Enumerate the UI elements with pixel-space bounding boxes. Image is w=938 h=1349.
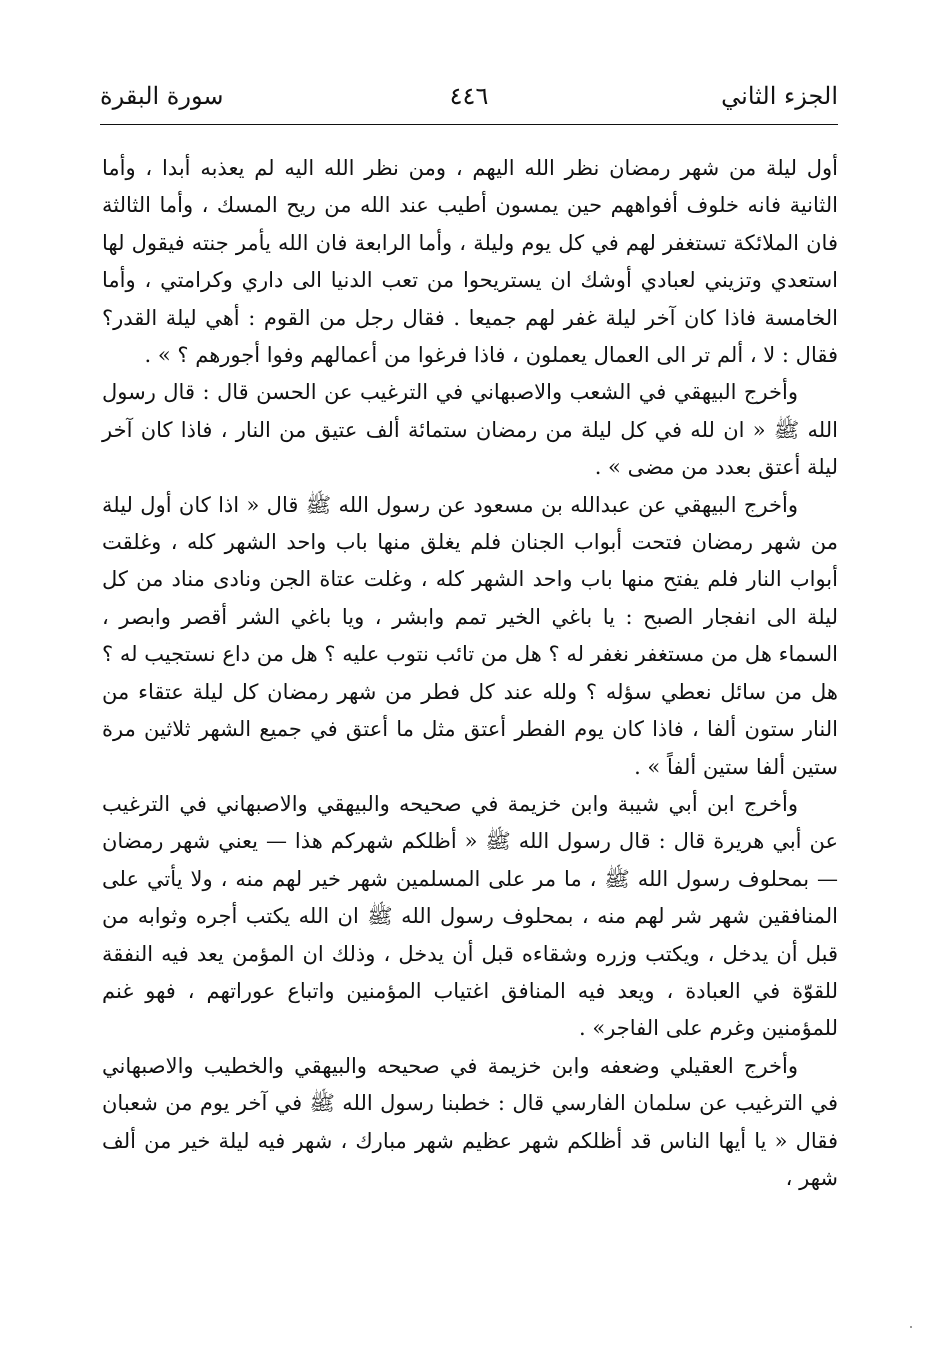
page-number: ٤٤٦ [449,82,489,110]
scan-speck [910,1326,912,1328]
page-body [102,150,838,1197]
paragraph: وأخرج البيهقي عن عبدالله بن مسعود عن رسول الله ﷺ قال « اذا كان أول ليلة من شهر رمضان فتحت أبواب الجنان فلم يغلق منها باب واحد الشهر كله ، وغلقت أبواب النار فلم يفتح منها باب واحد الشهر كله ، وغلت عتاة الجن ونادى مناد من كل ليلة الى انفجار الصبح : يا باغي الخير تمم وابشر ، ويا باغي الشر أقصر وابصر ، السماء هل من مستغفر نغفر له ؟ هل من تائب نتوب عليه ؟ هل من داع نستجيب له ؟ هل من سائل نعطي سؤله ؟ ولله عند كل فطر من شهر رمضان كل ليلة عتقاء من النار ستون ألفا ، فاذا كان يوم الفطر أعتق مثل ما أعتق في جميع الشهر ثلاثين مرة ستين ألفا ستين ألفاً » . [102,492,838,779]
header-rule [100,124,838,125]
surah-title: سورة البقرة [100,82,224,110]
paragraph: أول ليلة من شهر رمضان نظر الله اليهم ، ومن نظر الله اليه لم يعذبه أبدا ، وأما الثانية فانه خلوف أفواههم حين يمسون أطيب عند الله من ريح المسك ، وأما الثالثة فان الملائكة تستغفر لهم في كل يوم وليلة ، وأما الرابعة فان الله يأمر جنته فيقول لها استعدي وتزيني لعبادي أوشك ان يستريحوا من تعب الدنيا الى داري وكرامتي ، وأما الخامسة فاذا كان آخر ليلة غفر لهم جميعا . فقال رجل من القوم : أهي ليلة القدر؟ فقال : لا ، ألم تر الى العمال يعملون ، فاذا فرغوا من أعمالهم وفوا أجورهم ؟ » . [102,156,838,368]
paragraph: وأخرج البيهقي في الشعب والاصبهاني في الترغيب عن الحسن قال : قال رسول الله ﷺ « ان لله في كل ليلة من رمضان ستمائة ألف عتيق من النار ، فاذا كان آخر ليلة أعتق بعدد من مضى » . [102,380,838,480]
paragraph: وأخرج ابن أبي شيبة وابن خزيمة في صحيحه والبيهقي والاصبهاني في الترغيب عن أبي هريرة قال : قال رسول الله ﷺ « أظلكم شهركم هذا — يعني شهر رمضان — بمحلوف رسول الله ﷺ ، ما مر على المسلمين شهر خير لهم منه ، ولا يأتي على المنافقين شهر شر لهم منه ، بمحلوف رسول الله ﷺ ان الله يكتب أجره وثوابه من قبل أن يدخل ، ويكتب وزره وشقاءه قبل أن يدخل ، وذلك ان المؤمن يعد فيه النفقة للقوّة في العبادة ، ويعد فيه المنافق اغتياب المؤمنين واتباع عوراتهم ، فهو غنم للمؤمنين وغرم على الفاجر» . [102,791,838,1041]
paragraph: وأخرج العقيلي وضعفه وابن خزيمة في صحيحه والبيهقي والخطيب والاصبهاني في الترغيب عن سلمان الفارسي قال : خطبنا رسول الله ﷺ في آخر يوم من شعبان فقال « يا أيها الناس قد أظلكم شهر عظيم شهر مبارك ، شهر فيه ليلة خير من ألف شهر ، [102,1053,838,1190]
page-header [100,82,838,122]
part-title: الجزء الثاني [721,82,838,110]
